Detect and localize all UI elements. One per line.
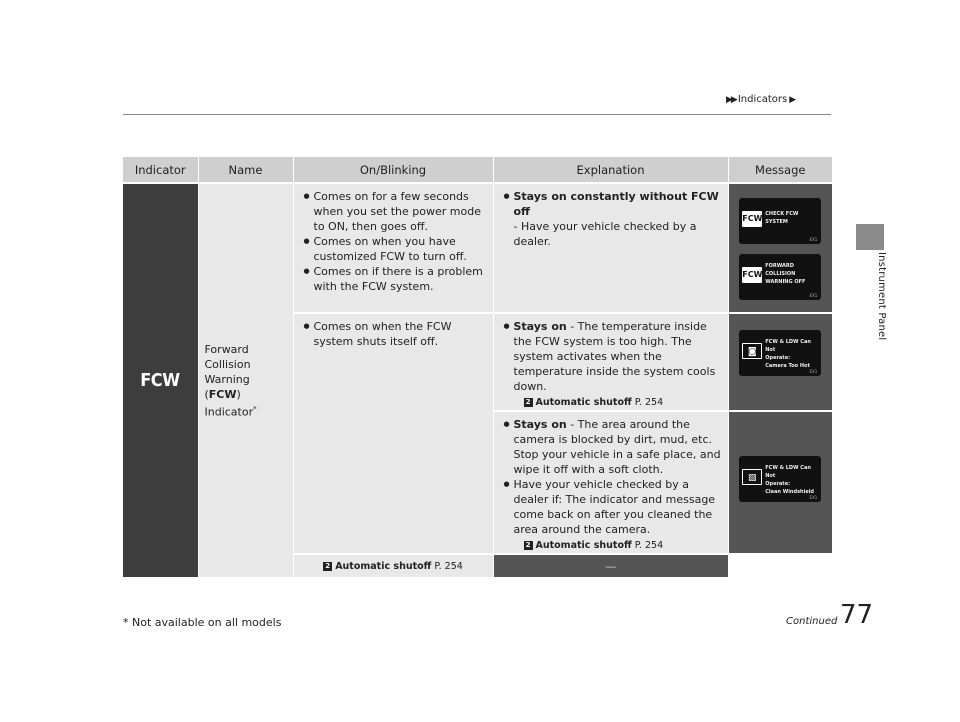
cross-reference[interactable]: 2 Automatic shutoff P. 254 xyxy=(294,555,493,577)
reference-icon: 2 xyxy=(323,562,332,571)
cross-reference[interactable]: 2 Automatic shutoff P. 254 xyxy=(504,395,722,410)
reference-icon: 2 xyxy=(524,541,533,550)
fcw-indicator-icon: FCW xyxy=(140,370,180,391)
message-screen xyxy=(739,198,821,244)
bullet-item: ● Comes on for a few seconds when you set the power mode to ON, then goes off. xyxy=(304,189,487,234)
column-header: Name xyxy=(198,157,293,183)
message-cell xyxy=(728,183,832,313)
odometer-icon: EX1 xyxy=(809,237,818,242)
name-line: Forward xyxy=(204,342,249,356)
footnote: * Not available on all models xyxy=(123,616,282,629)
message-screen xyxy=(739,456,821,502)
bullet-item: ● Stays on - The temperature inside the FCW system is too high. The system activates when the temperature inside the system cools down. xyxy=(504,319,722,394)
message-text: FCW & LDW Can Not Operate: Camera Too Hot xyxy=(765,339,811,369)
table-row xyxy=(123,183,832,313)
indicator-table xyxy=(123,157,832,579)
name-line: Collision xyxy=(204,357,251,371)
column-header: On/Blinking xyxy=(293,157,493,183)
page-number: 77 xyxy=(840,600,874,630)
camera-icon: ◙ xyxy=(742,343,762,359)
table-header-row xyxy=(123,157,832,183)
on-blinking-cell xyxy=(293,313,493,554)
explanation-cell xyxy=(493,411,728,554)
message-text: CHECK FCW SYSTEM xyxy=(765,211,799,225)
message-cell xyxy=(728,313,832,411)
reference-icon: 2 xyxy=(524,398,533,407)
message-cell: — xyxy=(493,554,728,578)
odometer-icon: EX1 xyxy=(809,369,818,374)
explanation-cell xyxy=(493,313,728,411)
message-screen xyxy=(739,254,821,300)
section-label: Instrument Panel xyxy=(876,252,887,341)
message-cell xyxy=(728,411,832,554)
bullet-item: ● Comes on when you have customized FCW to turn off. xyxy=(304,234,487,264)
message-screen xyxy=(739,330,821,376)
bullet-item: ● Comes on when the FCW system shuts itself off. xyxy=(304,319,487,349)
column-header: Message xyxy=(728,157,832,183)
odometer-icon: EX1 xyxy=(809,293,818,298)
odometer-icon: EX1 xyxy=(809,495,818,500)
bullet-item: ● Stays on - The area around the camera is blocked by dirt, mud, etc. Stop your vehicle in a safe place, and wipe it off with a soft cloth. xyxy=(504,417,722,477)
indicator-cell xyxy=(123,183,198,578)
breadcrumb xyxy=(726,94,794,105)
arrow-icon: ▶ xyxy=(789,94,795,105)
cross-reference[interactable]: 2 Automatic shutoff P. 254 xyxy=(504,538,722,553)
continued-label: Continued xyxy=(786,616,838,627)
message-text: FORWARD COLLISION WARNING OFF xyxy=(765,263,806,285)
header-rule xyxy=(123,114,831,115)
name-cell xyxy=(198,183,293,578)
explanation-cell xyxy=(493,183,728,313)
column-header: Indicator xyxy=(123,157,198,183)
fcw-icon: FCW xyxy=(742,211,762,227)
breadcrumb-text[interactable]: Indicators xyxy=(737,94,788,105)
windshield-icon: ▧ xyxy=(742,469,762,485)
fcw-icon: FCW xyxy=(742,267,762,283)
bullet-item: ● Stays on constantly without FCW off xyxy=(504,189,722,219)
double-arrow-icon: ▶▶ xyxy=(726,94,736,105)
name-line: Warning (FCW) xyxy=(204,372,250,401)
on-blinking-cell xyxy=(293,183,493,313)
section-tab xyxy=(856,224,884,250)
column-header: Explanation xyxy=(493,157,728,183)
bullet-item: ● Comes on if there is a problem with the FCW system. xyxy=(304,264,487,294)
explanation-cell xyxy=(293,554,493,578)
message-text: FCW & LDW Can Not Operate: Clean Windshield xyxy=(765,465,814,495)
name-line: Indicator* xyxy=(204,404,257,419)
explanation-text: - Have your vehicle checked by a dealer. xyxy=(513,220,697,248)
bullet-item: ● Have your vehicle checked by a dealer if: The indicator and message come back on after you cleaned the area around the camera. xyxy=(504,477,722,537)
